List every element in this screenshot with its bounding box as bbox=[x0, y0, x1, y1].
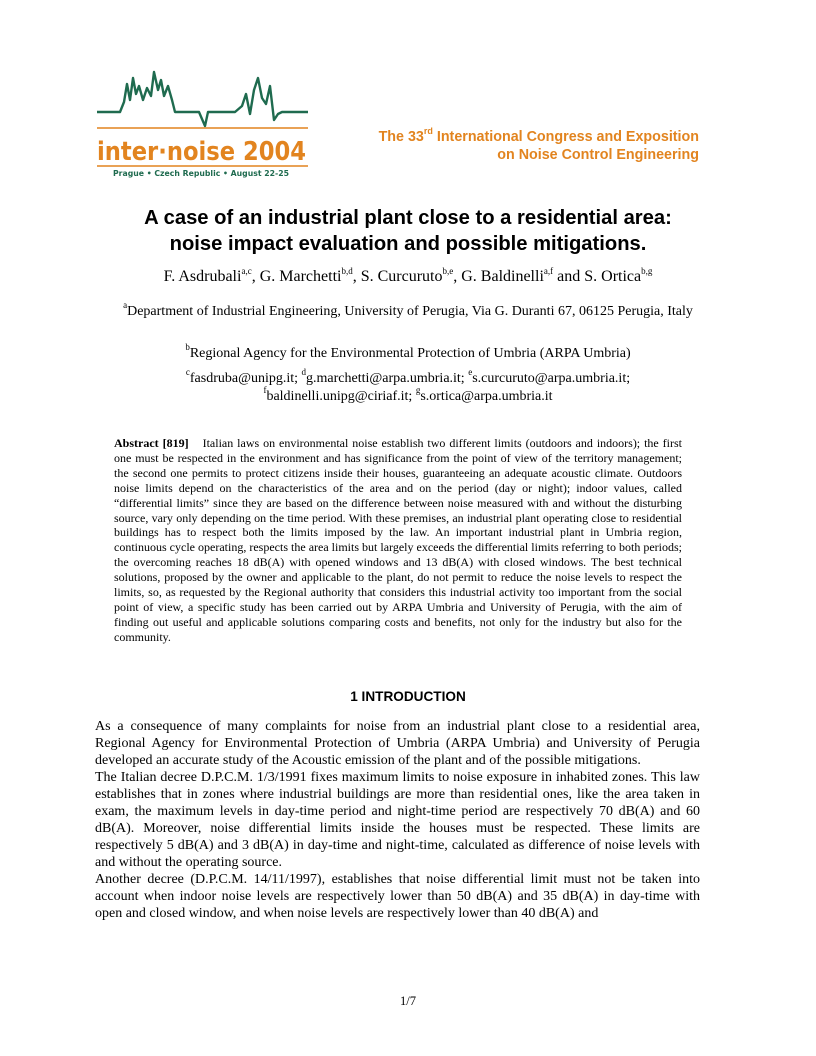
page-number: 1/7 bbox=[399, 994, 417, 1008]
email-address: baldinelli.unipg@ciriaf.it; bbox=[266, 389, 416, 404]
email-address: s.curcuruto@arpa.umbria.it; bbox=[472, 371, 631, 386]
congress-line-1 bbox=[379, 128, 699, 146]
section-body bbox=[95, 718, 700, 922]
email-marker: d bbox=[301, 367, 307, 377]
author-affiliation-marker: a,f bbox=[543, 266, 554, 276]
author-affiliation-marker: a,c bbox=[241, 266, 252, 276]
body-paragraph: The Italian decree D.P.C.M. 1/3/1991 fixes maximum limits to noise exposure in inhabited zones. This law establishes that in zones where industrial buildings are more than residential ones, like the area taken in exam, the maximum levels in day-time period and night-time period are respectively 70 dB(A) and 60 dB(A). Moreover, noise differential limits inside the houses must be respected. These limits are respectively 5 dB(A) and 3 dB(A) in day-time and night-time, calculated as difference of noise levels with and without the operating source. bbox=[95, 770, 700, 870]
author-name: G. Marchetti bbox=[259, 268, 342, 285]
logo-subtitle: Prague • Czech Republic • August 22-25 bbox=[113, 169, 289, 178]
author-name: F. Asdrubali bbox=[163, 268, 242, 285]
paper-title-line-2: noise impact evaluation and possible mitigations. bbox=[169, 233, 647, 255]
affiliation-a bbox=[96, 300, 720, 321]
email-address: g.marchetti@arpa.umbria.it; bbox=[306, 371, 469, 386]
affiliation-a-text: Department of Industrial Engineering, University of Perugia, Via G. Duranti 67, 06125 Perugia, Italy bbox=[127, 304, 693, 319]
congress-header bbox=[379, 128, 699, 164]
affiliation-a-marker: a bbox=[123, 300, 128, 310]
abstract bbox=[114, 436, 682, 645]
logo-wordmark: inter·noise 2004 bbox=[97, 137, 306, 167]
logo-wave-line bbox=[97, 72, 308, 126]
author-affiliation-marker: b,g bbox=[641, 266, 653, 276]
abstract-text: Italian laws on environmental noise establish two different limits (outdoors and indoors); the first one must be respected in the environment and has significance from the point of view of the territory management; the second one permits to protect citizens inside their houses, guaranteeing an adequate acoustic climate. Outdoors noise limits depend on the characteristics of the area and on the period (day or night); indoor values, called “differential limits” since they are based on the difference between noise measured with and without the disturbing source, vary only depending on the time period. With these premises, an industrial plant operating close to residential buildings has to respect both the limits imposed by the law. An important industrial plant in Umbria region, continuous cycle operating, respects the area limits but largely exceeds the differential limits referring to both periods; the overcoming reaches 18 dB(A) with opened windows and 13 dB(A) with closed windows. The best technical solutions, proposed by the owner and applicable to the plant, do not permit to reduce the noise levels to respect the limits, so, as requested by the Regional authority that considers this industrial activity too important from the social point of view, a specific study has been carried out by ARPA Umbria and University of Perugia, with the aim of finding out useful and applicable solutions comparing costs and benefits, not only for the industry but also for the community. bbox=[114, 436, 682, 644]
abstract-label: Abstract [819] bbox=[114, 436, 189, 450]
author-name: S. Curcuruto bbox=[360, 268, 443, 285]
email-marker: f bbox=[263, 385, 267, 395]
internoise-2004-logo bbox=[95, 70, 310, 180]
email-marker: g bbox=[415, 385, 421, 395]
email-marker: c bbox=[185, 367, 190, 377]
paper-title-line-1: A case of an industrial plant close to a residential area: bbox=[144, 207, 672, 229]
body-paragraph: As a consequence of many complaints for noise from an industrial plant close to a residential area, Regional Agency for Environmental Protection of Umbria (ARPA Umbria) and University of Perugia developed an accurate study of the Acoustic emission of the plant and of the possible mitigations. bbox=[95, 719, 700, 768]
email-address: s.ortica@arpa.umbria.it bbox=[420, 389, 553, 404]
body-paragraph: Another decree (D.P.C.M. 14/11/1997), establishes that noise differential limit must not be taken into account when indoor noise levels are respectively lower than 50 dB(A) and 35 dB(A) in day-time with open and closed window, and when noise levels are respectively lower than 40 dB(A) and bbox=[95, 872, 700, 921]
congress-line-2: on Noise Control Engineering bbox=[497, 147, 699, 163]
author-name: S. Ortica bbox=[584, 268, 642, 285]
logo-graphic bbox=[95, 70, 310, 180]
affiliation-b bbox=[60, 344, 756, 364]
paper-title bbox=[60, 205, 756, 257]
section-heading-introduction: 1 INTRODUCTION bbox=[350, 689, 466, 704]
email-address: fasdruba@unipg.it; bbox=[189, 371, 302, 386]
congress-line-1-suffix: International Congress and Exposition bbox=[432, 129, 699, 145]
email-marker: e bbox=[468, 367, 473, 377]
email-list bbox=[60, 367, 756, 406]
author-name: G. Baldinelli bbox=[461, 268, 544, 285]
author-affiliation-marker: b,e bbox=[442, 266, 454, 276]
author-list: F. Asdrubali$^{a,c}$, G. Marchetti$^{b,d}$, S. Curcuruto$^{b,e}$, G. Baldinelli$^{a,f}$ and S. Ortica$^{b,g}$ bbox=[163, 266, 653, 285]
congress-ordinal-sup: rd bbox=[423, 126, 433, 137]
affiliation-b-marker: b bbox=[185, 342, 190, 352]
congress-line-1-prefix: The 33 bbox=[378, 129, 424, 145]
author-affiliation-marker: b,d bbox=[341, 266, 353, 276]
affiliation-b-text: Regional Agency for the Environmental Protection of Umbria (ARPA Umbria) bbox=[189, 346, 631, 361]
